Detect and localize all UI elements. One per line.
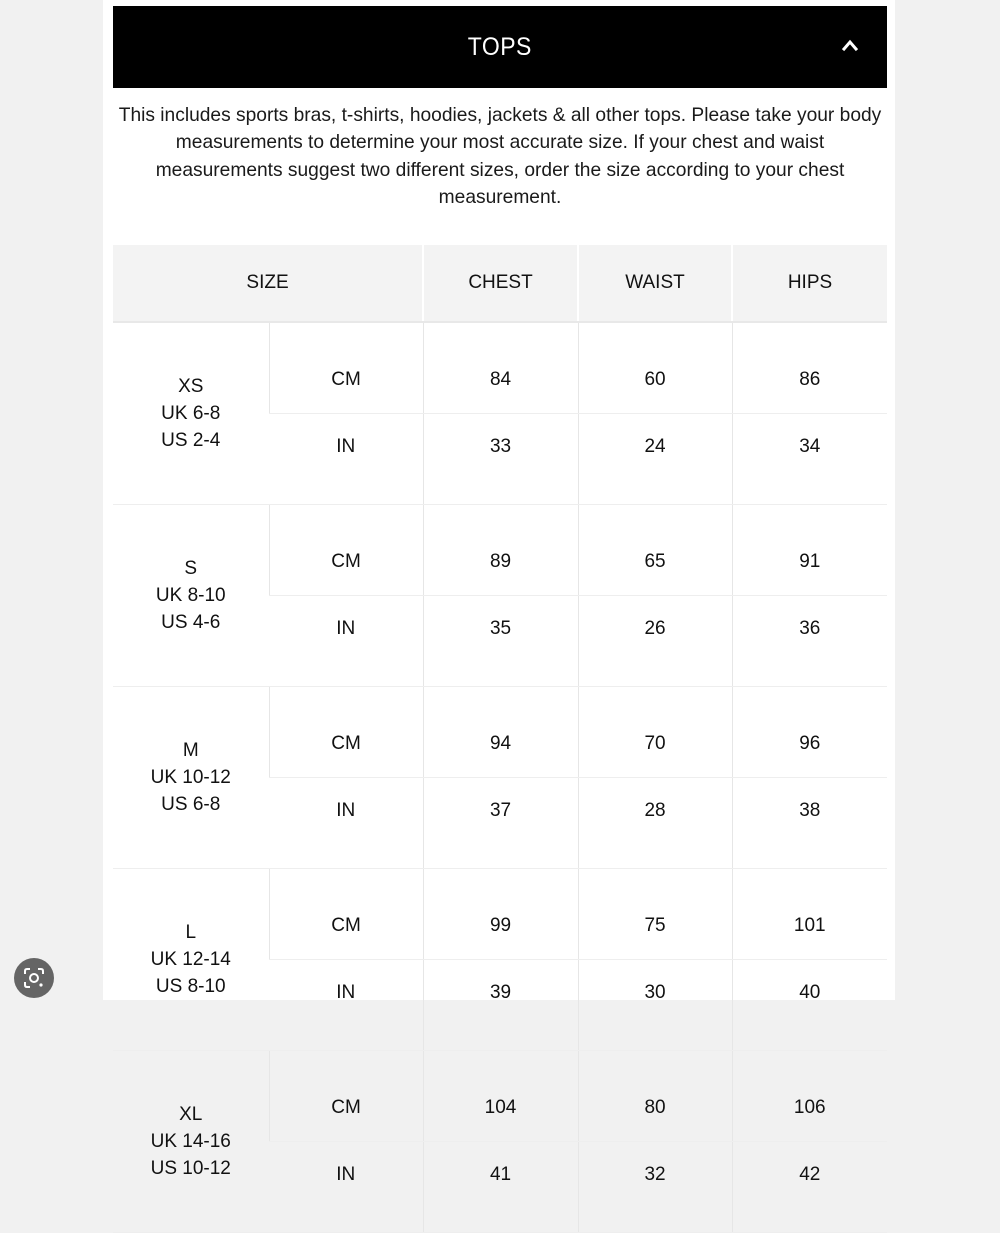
hips-value: 106 [732, 1051, 887, 1142]
table-row [113, 505, 887, 596]
waist-value: 60 [578, 322, 732, 414]
unit-cell: IN [269, 1142, 423, 1233]
size-us: US 4-6 [161, 612, 221, 633]
size-chart-table [113, 245, 887, 1233]
table-header-row [113, 245, 887, 322]
hips-value: 38 [732, 778, 887, 869]
size-name: S [184, 558, 198, 579]
size-us: US 10-12 [150, 1158, 231, 1179]
unit-cell: CM [269, 869, 423, 960]
unit-cell: CM [269, 322, 423, 414]
size-name: XS [178, 376, 204, 397]
size-name: L [185, 922, 197, 943]
hips-value: 36 [732, 596, 887, 687]
chest-value: 35 [423, 596, 578, 687]
size-uk: UK 10-12 [150, 767, 231, 788]
chest-value: 104 [423, 1051, 578, 1142]
waist-value: 65 [578, 505, 732, 596]
accordion-title: TOPS [467, 32, 533, 61]
size-uk: UK 12-14 [150, 949, 231, 970]
waist-value: 32 [578, 1142, 732, 1233]
lens-search-icon [23, 967, 45, 989]
chest-value: 94 [423, 687, 578, 778]
waist-value: 70 [578, 687, 732, 778]
hips-value: 91 [732, 505, 887, 596]
size-label-cell [113, 687, 269, 869]
waist-value: 24 [578, 414, 732, 505]
hips-value: 86 [732, 322, 887, 414]
chest-value: 39 [423, 960, 578, 1051]
size-uk: UK 6-8 [161, 403, 221, 424]
unit-cell: CM [269, 505, 423, 596]
chest-value: 41 [423, 1142, 578, 1233]
table-row [113, 687, 887, 778]
unit-cell: IN [269, 778, 423, 869]
size-us: US 8-10 [155, 976, 226, 997]
waist-value: 75 [578, 869, 732, 960]
header-chest: CHEST [423, 245, 578, 322]
chest-value: 33 [423, 414, 578, 505]
lens-search-button[interactable] [14, 958, 54, 998]
unit-cell: IN [269, 960, 423, 1051]
chest-value: 37 [423, 778, 578, 869]
waist-value: 80 [578, 1051, 732, 1142]
size-name: M [182, 740, 199, 761]
waist-value: 26 [578, 596, 732, 687]
chevron-up-icon[interactable] [841, 38, 859, 52]
hips-value: 42 [732, 1142, 887, 1233]
chest-value: 99 [423, 869, 578, 960]
size-us: US 6-8 [161, 794, 221, 815]
chest-value: 89 [423, 505, 578, 596]
waist-value: 28 [578, 778, 732, 869]
hips-value: 96 [732, 687, 887, 778]
size-uk: UK 14-16 [150, 1131, 231, 1152]
unit-cell: CM [269, 1051, 423, 1142]
size-us: US 2-4 [161, 430, 221, 451]
size-uk: UK 8-10 [155, 585, 226, 606]
size-guide-description: This includes sports bras, t-shirts, hoodies, jackets & all other tops. Please take your body measurements to determine your most accurate size. If your chest and waist measurements suggest two different sizes, order the size according to your chest measurement. [118, 105, 882, 208]
hips-value: 101 [732, 869, 887, 960]
hips-value: 40 [732, 960, 887, 1051]
header-hips: HIPS [732, 245, 887, 322]
hips-value: 34 [732, 414, 887, 505]
size-label-cell [113, 1051, 269, 1233]
size-label-cell [113, 869, 269, 1051]
chest-value: 84 [423, 322, 578, 414]
unit-cell: IN [269, 596, 423, 687]
unit-cell: IN [269, 414, 423, 505]
header-waist: WAIST [578, 245, 732, 322]
size-label-cell [113, 505, 269, 687]
accordion-header-tops[interactable] [113, 6, 887, 88]
unit-cell: CM [269, 687, 423, 778]
header-size: SIZE [113, 245, 423, 322]
table-row [113, 869, 887, 960]
table-row [113, 1051, 887, 1142]
size-name: XL [179, 1104, 203, 1125]
size-label-cell [113, 322, 269, 505]
table-row [113, 322, 887, 414]
waist-value: 30 [578, 960, 732, 1051]
